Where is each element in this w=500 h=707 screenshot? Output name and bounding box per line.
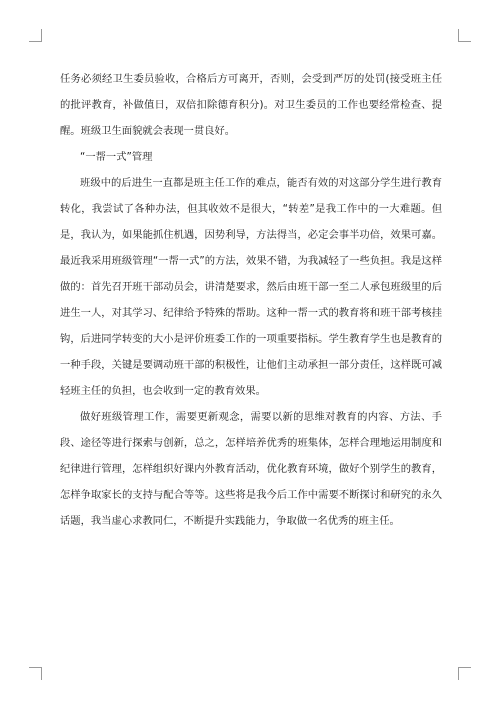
crop-mark-top-right bbox=[458, 29, 471, 42]
crop-mark-bottom-right bbox=[458, 667, 471, 680]
paragraph-one-to-one-management: 班级中的后进生一直都是班主任工作的难点，能否有效的对这部分学生进行教育转化，我尝试了各种办法，但其收效不是很大，“转差”是我工作中的一大难题。但是，我认为，如果能抓住机遇，因势利导，方法得当，必定会事半功倍，效果可嘉。最近我采用班级管理“一帮一式”的方法，效果不错，为我减轻了一些负担。我是这样做的：首先召开班干部动员会，讲清楚要求，然后由班干部一至二人承包班级里的后进生一人，对其学习、纪律给予特殊的帮助。这种一帮一式的教育将和班干部考核挂钩，后进同学转变的大小是评价班委工作的一项重要指标。学生教育学生也是教育的一种手段，关键是要调动班干部的积极性，让他们主动承担一部分责任，这样既可减轻班主任的负担，也会收到一定的教育效果。 bbox=[60, 177, 442, 397]
crop-mark-bottom-left bbox=[29, 667, 42, 680]
section-heading-one-to-one: “一帮一式”管理 bbox=[80, 151, 153, 163]
paragraph-hygiene-inspection: 任务必须经卫生委员验收，合格后方可离开，否则，会受到严厉的处罚(接受班主任的批评教育，补做值日，双倍扣除德育积分)。对卫生委员的工作也要经常检查、提醒。班级卫生面貌就会表现一贯良好。 bbox=[60, 73, 442, 137]
paragraph-conclusion: 做好班级管理工作，需要更新观念，需要以新的思维对教育的内容、方法、手段、途径等进行探索与创新，总之，怎样培养优秀的班集体，怎样合理地运用制度和纪律进行管理，怎样组织好课内外教育活动，优化教育环境，做好个别学生的教育，怎样争取家长的支持与配合等等。这些将是我今后工作中需要不断探讨和研究的永久话题，我当虚心求教同仁，不断提升实践能力，争取做一名优秀的班主任。 bbox=[60, 411, 442, 527]
crop-mark-top-left bbox=[29, 29, 42, 42]
document-body bbox=[60, 66, 442, 534]
